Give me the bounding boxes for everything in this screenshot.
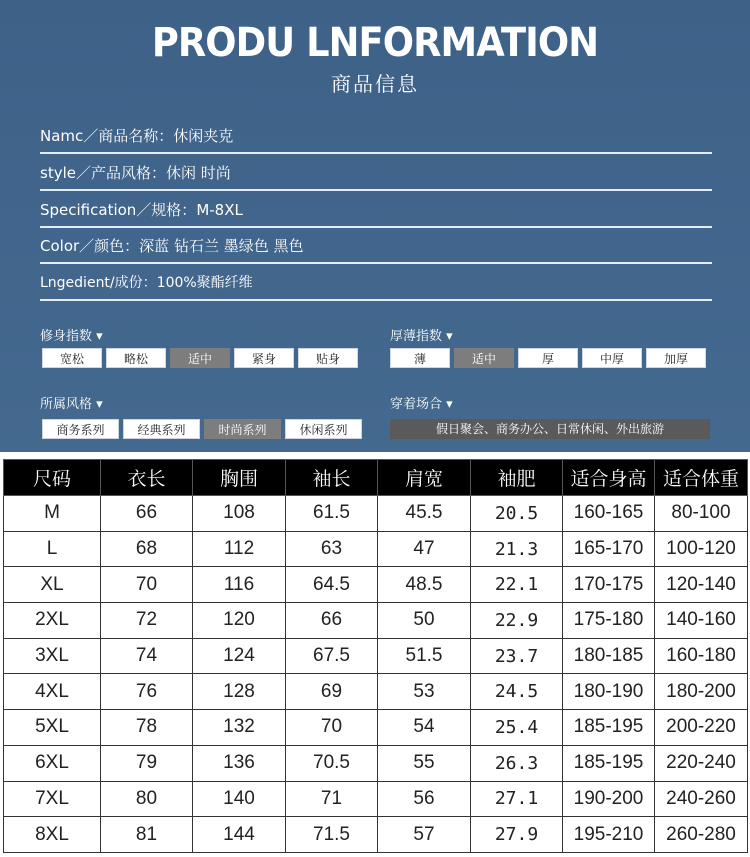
- fit-index-label: 修身指数 ▾: [40, 329, 103, 344]
- table-cell: 112: [193, 531, 286, 567]
- table-cell: 100-120: [655, 531, 748, 567]
- table-cell: 70: [101, 567, 193, 603]
- table-header-row: [4, 460, 748, 496]
- table-row: [4, 603, 748, 639]
- table-row: [4, 567, 748, 603]
- table-cell: 48.5: [378, 567, 471, 603]
- table-cell: 67.5: [286, 638, 378, 674]
- info-value: 深蓝 钻石兰 墨绿色 黑色: [139, 237, 304, 255]
- table-cell: 45.5: [378, 496, 471, 532]
- table-cell: 120: [193, 603, 286, 639]
- column-header: 袖长: [286, 460, 378, 496]
- fit-option[interactable]: 紧身: [234, 348, 294, 368]
- table-cell: 4XL: [4, 674, 101, 710]
- table-cell: 160-180: [655, 638, 748, 674]
- table-cell: 20.5: [471, 496, 563, 532]
- table-cell: 80-100: [655, 496, 748, 532]
- table-cell: 71: [286, 781, 378, 817]
- info-label: Lngedient/成份：: [40, 275, 157, 291]
- table-cell: 6XL: [4, 745, 101, 781]
- table-cell: 68: [101, 531, 193, 567]
- table-cell: 66: [101, 496, 193, 532]
- table-row: [4, 781, 748, 817]
- thickness-option[interactable]: 薄: [390, 348, 450, 368]
- info-label: Specification／规格：: [40, 201, 197, 219]
- table-cell: 24.5: [471, 674, 563, 710]
- table-cell: 70.5: [286, 745, 378, 781]
- table-cell: 260-280: [655, 817, 748, 853]
- table-cell: 7XL: [4, 781, 101, 817]
- thickness-index-options: [390, 348, 706, 368]
- info-label: Namc／商品名称：: [40, 127, 174, 145]
- table-row: [4, 674, 748, 710]
- style-option-selected[interactable]: 时尚系列: [204, 419, 281, 439]
- table-cell: 80: [101, 781, 193, 817]
- table-cell: 2XL: [4, 603, 101, 639]
- table-row: [4, 710, 748, 746]
- thickness-option[interactable]: 加厚: [646, 348, 706, 368]
- column-header: 肩宽: [378, 460, 471, 496]
- info-value: 100%聚酯纤维: [156, 275, 253, 291]
- occasion-label: 穿着场合 ▾: [390, 397, 453, 412]
- info-row-material: [40, 265, 712, 301]
- table-cell: 70: [286, 710, 378, 746]
- table-cell: 26.3: [471, 745, 563, 781]
- style-option[interactable]: 经典系列: [123, 419, 200, 439]
- table-cell: 116: [193, 567, 286, 603]
- table-cell: 240-260: [655, 781, 748, 817]
- thickness-option[interactable]: 厚: [518, 348, 578, 368]
- table-cell: 64.5: [286, 567, 378, 603]
- page-title-cn: 商品信息: [331, 72, 419, 96]
- info-label: Color／颜色：: [40, 237, 140, 255]
- table-cell: 79: [101, 745, 193, 781]
- table-cell: XL: [4, 567, 101, 603]
- fit-option[interactable]: 略松: [106, 348, 166, 368]
- table-cell: 22.1: [471, 567, 563, 603]
- column-header: 衣长: [101, 460, 193, 496]
- style-option[interactable]: 商务系列: [42, 419, 119, 439]
- table-cell: 74: [101, 638, 193, 674]
- page-title-en: PRODU LNFORMATION: [151, 20, 599, 66]
- info-label: style／产品风格：: [40, 164, 166, 182]
- table-cell: 61.5: [286, 496, 378, 532]
- table-cell: 56: [378, 781, 471, 817]
- table-cell: 175-180: [563, 603, 655, 639]
- size-table: [3, 459, 748, 853]
- table-cell: 120-140: [655, 567, 748, 603]
- table-cell: 124: [193, 638, 286, 674]
- table-row: [4, 638, 748, 674]
- table-cell: 53: [378, 674, 471, 710]
- info-row-color: [40, 228, 712, 264]
- fit-option[interactable]: 贴身: [298, 348, 358, 368]
- table-cell: 54: [378, 710, 471, 746]
- table-cell: 76: [101, 674, 193, 710]
- table-cell: M: [4, 496, 101, 532]
- table-cell: 180-190: [563, 674, 655, 710]
- table-cell: 190-200: [563, 781, 655, 817]
- table-cell: 27.9: [471, 817, 563, 853]
- table-row: [4, 745, 748, 781]
- style-option[interactable]: 休闲系列: [285, 419, 362, 439]
- table-cell: 132: [193, 710, 286, 746]
- table-cell: 136: [193, 745, 286, 781]
- column-header: 尺码: [4, 460, 101, 496]
- fit-option-selected[interactable]: 适中: [170, 348, 230, 368]
- table-cell: 128: [193, 674, 286, 710]
- table-cell: 66: [286, 603, 378, 639]
- table-cell: 22.9: [471, 603, 563, 639]
- thickness-option-selected[interactable]: 适中: [454, 348, 514, 368]
- table-cell: 180-185: [563, 638, 655, 674]
- table-cell: 78: [101, 710, 193, 746]
- table-cell: 47: [378, 531, 471, 567]
- table-cell: 200-220: [655, 710, 748, 746]
- table-cell: 8XL: [4, 817, 101, 853]
- table-cell: 55: [378, 745, 471, 781]
- table-cell: 50: [378, 603, 471, 639]
- table-cell: 25.4: [471, 710, 563, 746]
- table-cell: 140-160: [655, 603, 748, 639]
- table-row: [4, 817, 748, 853]
- table-cell: 140: [193, 781, 286, 817]
- column-header: 适合体重: [655, 460, 748, 496]
- table-cell: 160-165: [563, 496, 655, 532]
- table-cell: 63: [286, 531, 378, 567]
- fit-option[interactable]: 宽松: [42, 348, 102, 368]
- table-cell: 170-175: [563, 567, 655, 603]
- column-header: 袖肥: [471, 460, 563, 496]
- table-cell: 81: [101, 817, 193, 853]
- table-cell: 27.1: [471, 781, 563, 817]
- table-cell: 57: [378, 817, 471, 853]
- table-cell: 220-240: [655, 745, 748, 781]
- table-cell: 3XL: [4, 638, 101, 674]
- table-cell: 195-210: [563, 817, 655, 853]
- table-row: [4, 496, 748, 532]
- table-cell: 108: [193, 496, 286, 532]
- table-cell: 21.3: [471, 531, 563, 567]
- info-row-spec: [40, 192, 712, 228]
- info-value: 休闲 时尚: [165, 164, 231, 182]
- info-value: M-8XL: [196, 201, 243, 219]
- style-series-label: 所属风格 ▾: [40, 397, 103, 412]
- table-cell: 185-195: [563, 710, 655, 746]
- info-row-name: [40, 118, 712, 154]
- table-cell: 51.5: [378, 638, 471, 674]
- info-row-style: [40, 155, 712, 191]
- style-series-options: [42, 419, 362, 439]
- column-header: 胸围: [193, 460, 286, 496]
- table-cell: 71.5: [286, 817, 378, 853]
- column-header: 适合身高: [563, 460, 655, 496]
- fit-index-options: [42, 348, 358, 368]
- table-cell: 69: [286, 674, 378, 710]
- table-cell: 165-170: [563, 531, 655, 567]
- table-cell: 23.7: [471, 638, 563, 674]
- info-value: 休闲夹克: [173, 127, 234, 145]
- table-cell: 185-195: [563, 745, 655, 781]
- size-table-body: [4, 496, 748, 853]
- table-cell: 144: [193, 817, 286, 853]
- table-cell: L: [4, 531, 101, 567]
- thickness-index-label: 厚薄指数 ▾: [390, 329, 453, 344]
- table-cell: 72: [101, 603, 193, 639]
- table-cell: 5XL: [4, 710, 101, 746]
- occasion-value: 假日聚会、商务办公、日常休闲、外出旅游: [390, 419, 710, 439]
- table-row: [4, 531, 748, 567]
- table-cell: 180-200: [655, 674, 748, 710]
- thickness-option[interactable]: 中厚: [582, 348, 642, 368]
